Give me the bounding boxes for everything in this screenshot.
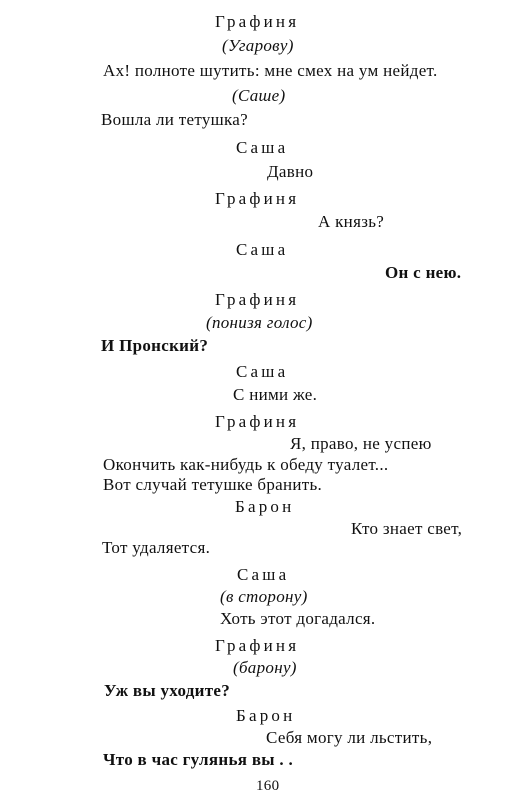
verse-line: С ними же. [233,385,318,404]
stage-direction: (Саше) [232,86,286,105]
verse-line: Тот удаляется. [102,538,211,557]
speaker-name: Саша [236,138,289,157]
verse-line: Вот случай тетушке бранить. [103,475,323,494]
verse-line: Кто знает свет, [351,519,463,538]
speaker-name: Саша [236,240,289,259]
verse-line: Что в час гулянья вы . . [103,750,294,769]
verse-line: Уж вы уходите? [104,681,231,700]
speaker-name: Графиня [215,189,300,208]
speaker-name: Графиня [215,412,300,431]
speaker-name: Барон [235,497,295,516]
verse-line: Окончить как-нибудь к обеду туалет... [103,455,389,474]
verse-line: А князь? [318,212,385,231]
verse-line: Вошла ли тетушка? [101,110,249,129]
stage-direction: (барону) [233,658,297,677]
verse-line: Я, право, не успею [290,434,432,453]
speaker-name: Графиня [215,12,300,31]
speaker-name: Графиня [215,636,300,655]
speaker-name: Барон [236,706,296,725]
page-number: 160 [256,778,280,794]
speaker-name: Саша [237,565,290,584]
speaker-name: Графиня [215,290,300,309]
stage-direction: (Угарову) [222,36,294,55]
verse-line: Он с нею. [385,263,462,282]
verse-line: Себя могу ли льстить, [266,728,433,747]
speaker-name: Саша [236,362,289,381]
stage-direction: (в сторону) [220,587,308,606]
verse-line: Хоть этот догадался. [220,609,376,628]
verse-line: И Пронский? [101,336,209,355]
verse-line: Ах! полноте шутить: мне смех на ум нейдет. [103,61,438,80]
verse-line: Давно [267,162,314,181]
stage-direction: (понизя голос) [206,313,313,332]
